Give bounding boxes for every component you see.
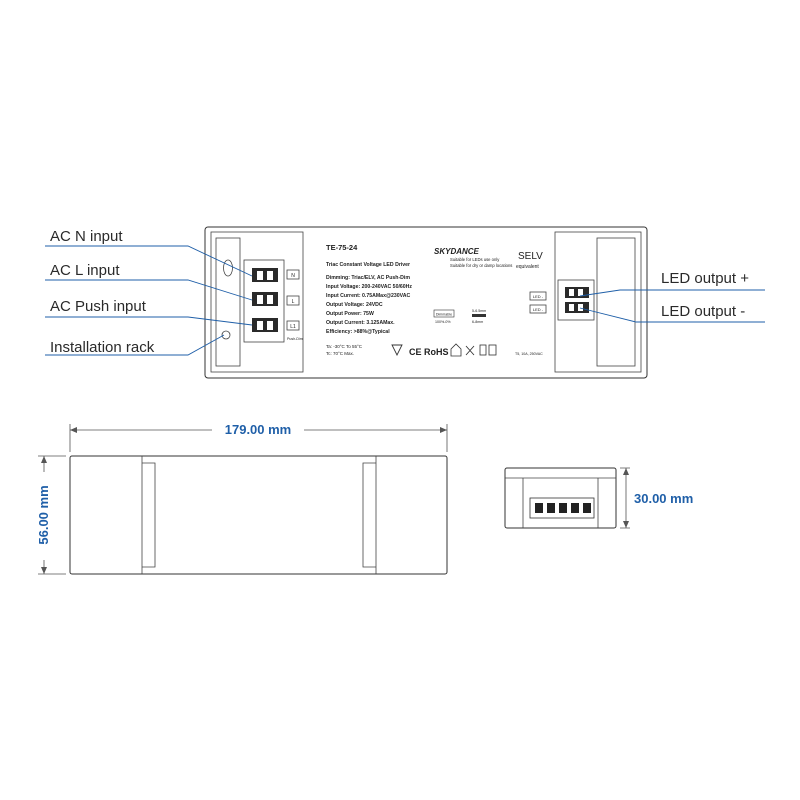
strip-sub: 6-8mm bbox=[472, 320, 484, 324]
temp-tc: Tc: 70°C Max. bbox=[326, 351, 355, 356]
side-body bbox=[70, 456, 447, 574]
dim-range: 100%-0% bbox=[435, 320, 451, 324]
terminal-n-label: N bbox=[291, 273, 295, 279]
output-plus-label: LED - bbox=[532, 294, 544, 299]
brand-logo: SKYDANCE bbox=[434, 247, 479, 256]
callout-installation-rack: Installation rack bbox=[50, 339, 155, 356]
fuse-rating: T5, 10A, 250VAC bbox=[515, 352, 543, 356]
callout-ac-push-input: AC Push input bbox=[50, 298, 146, 315]
strip-length: 5-6.5mm bbox=[472, 309, 487, 313]
terminal-l1-label: L1 bbox=[290, 324, 296, 330]
spec-line: Input Voltage: 200-240VAC 50/60Hz bbox=[326, 284, 413, 290]
output-minus-label: LED - bbox=[532, 307, 544, 312]
spec-line: Efficiency: >88%@Typical bbox=[326, 329, 390, 335]
spec-line: Output Current: 3.125AMax. bbox=[326, 320, 395, 326]
input-screw-terminals bbox=[252, 268, 278, 332]
model-number: TE-75-24 bbox=[326, 243, 358, 252]
spec-line: Output Voltage: 24VDC bbox=[326, 302, 383, 308]
length-dimension-text: 179.00 mm bbox=[224, 422, 292, 437]
suitability-line: Suitable for dry or damp locations bbox=[450, 263, 513, 268]
spec-line: Input Current: 0.75AMax@230VAC bbox=[326, 293, 411, 299]
driver-side-view bbox=[70, 456, 447, 574]
driver-end-view bbox=[505, 468, 616, 528]
subtitle: Triac Constant Voltage LED Driver bbox=[326, 262, 411, 268]
ce-rohs-mark: CE RoHS bbox=[409, 347, 449, 357]
temp-ta: Ta: -30°C To 55°C bbox=[326, 344, 363, 349]
height-dimension-text: 30.00 mm bbox=[634, 491, 694, 506]
suitability-line: Suitable for LEDs use only bbox=[450, 257, 500, 262]
width-dimension-text: 56.00 mm bbox=[36, 485, 51, 545]
selv-sub: equivalent bbox=[516, 264, 539, 270]
spec-line: Output Power: 75W bbox=[326, 311, 374, 317]
callout-led-output-minus: LED output - bbox=[661, 303, 746, 320]
selv-mark: SELV bbox=[518, 251, 543, 262]
terminal-l-label: L bbox=[291, 299, 295, 305]
height-dimension bbox=[620, 468, 630, 528]
spec-line: Dimming: Triac/ELV, AC Push-Dim bbox=[326, 275, 410, 281]
callout-ac-n-input: AC N input bbox=[50, 228, 123, 245]
push-dim-label: Push-Dim bbox=[287, 337, 303, 341]
callout-led-output-plus: LED output + bbox=[661, 270, 749, 287]
callout-ac-l-input: AC L input bbox=[50, 262, 120, 279]
dimmable-text: Dimmable bbox=[435, 312, 453, 317]
driver-top-view bbox=[205, 227, 647, 378]
wire-strip-icon bbox=[472, 314, 486, 317]
